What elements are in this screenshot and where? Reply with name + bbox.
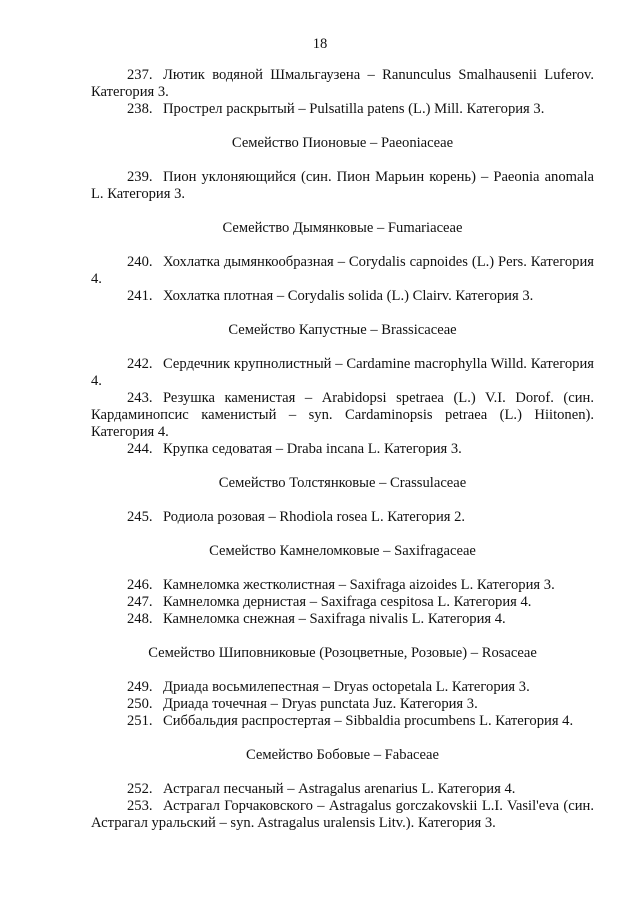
entry-number: 242. (127, 356, 153, 372)
entry-number: 244. (127, 441, 153, 457)
section-rosaceae (91, 645, 594, 730)
section-fabaceae (91, 747, 594, 832)
species-entry (91, 356, 594, 390)
species-entry (91, 169, 594, 203)
entry-text: Камнеломка жестколистная – Saxifraga aizoides L. Категория 3. (163, 577, 555, 593)
species-entry (91, 611, 594, 628)
entry-text: Камнеломка дернистая – Saxifraga cespitosa L. Категория 4. (163, 594, 532, 610)
entry-text: Сердечник крупнолистный – Cardamine macrophylla Willd. Категория 4. (91, 356, 594, 389)
entry-text: Хохлатка дымянкообразная – Corydalis capnoides (L.) Pers. Категория 4. (91, 254, 594, 287)
family-heading: Семейство Бобовые – Fabaceae (246, 747, 439, 763)
entry-number: 245. (127, 509, 153, 525)
species-entry (91, 254, 594, 288)
entry-text: Прострел раскрытый – Pulsatilla patens (L.) Mill. Категория 3. (163, 101, 545, 117)
species-entry (91, 509, 594, 526)
section-crassulaceae (91, 475, 594, 526)
entry-number: 238. (127, 101, 153, 117)
entry-text: Резушка каменистая – Arabidopsi spetraea (L.) V.I. Dorof. (син. Кардаминопсис каменистый – syn. Cardaminopsis petraea (L.) Hiitonen). Категория 4. (91, 390, 594, 440)
entry-text: Дриада точечная – Dryas punctata Juz. Категория 3. (163, 696, 478, 712)
species-entry (91, 798, 594, 832)
species-entry (91, 101, 594, 118)
entry-number: 249. (127, 679, 153, 695)
entry-text: Камнеломка снежная – Saxifraga nivalis L. Категория 4. (163, 611, 506, 627)
entry-number: 237. (127, 67, 153, 83)
species-entry (91, 67, 594, 101)
entry-text: Астрагал Горчаковского – Astragalus gorczakovskii L.I. Vasil'eva (син. Астрагал уральский – syn. Astragalus uralensis Litv.). Категория 3. (91, 798, 594, 831)
section-brassicaceae (91, 322, 594, 458)
entry-number: 252. (127, 781, 153, 797)
species-entry (91, 288, 594, 305)
species-entry (91, 594, 594, 611)
family-heading: Семейство Толстянковые – Crassulaceae (218, 475, 467, 491)
family-heading: Семейство Дымянковые – Fumariaceae (222, 220, 463, 236)
entry-number: 246. (127, 577, 153, 593)
entry-number: 241. (127, 288, 153, 304)
family-heading: Семейство Капустные – Brassicaceae (228, 322, 457, 338)
entry-number: 239. (127, 169, 153, 185)
entry-number: 247. (127, 594, 153, 610)
species-entry (91, 713, 594, 730)
section-saxifragaceae (91, 543, 594, 628)
page-number: 18 (312, 36, 328, 52)
species-entry (91, 441, 594, 458)
entry-text: Сиббальдия распростертая – Sibbaldia procumbens L. Категория 4. (163, 713, 574, 729)
family-heading: Семейство Камнеломковые – Saxifragaceae (209, 543, 476, 559)
species-entry (91, 781, 594, 798)
entry-text: Лютик водяной Шмальгаузена – Ranunculus Smalhausenii Luferov. Категория 3. (91, 67, 594, 100)
entry-text: Дриада восьмилепестная – Dryas octopetala L. Категория 3. (163, 679, 530, 695)
entry-text: Родиола розовая – Rhodiola rosea L. Категория 2. (163, 509, 466, 525)
species-entry (91, 679, 594, 696)
section-ranunculaceae-continuation (91, 67, 594, 118)
species-entry (91, 390, 594, 441)
entry-number: 251. (127, 713, 153, 729)
family-heading: Семейство Шиповниковые (Розоцветные, Розовые) – Rosaceae (148, 645, 537, 661)
family-heading: Семейство Пионовые – Paeoniaceae (231, 135, 454, 151)
entry-text: Крупка седоватая – Draba incana L. Категория 3. (163, 441, 462, 457)
entry-text: Астрагал песчаный – Astragalus arenarius L. Категория 4. (163, 781, 516, 797)
section-paeoniaceae (91, 135, 594, 203)
entry-number: 250. (127, 696, 153, 712)
entry-number: 253. (127, 798, 153, 814)
entry-number: 248. (127, 611, 153, 627)
species-entry (91, 696, 594, 713)
entry-text: Пион уклоняющийся (син. Пион Марьин корень) – Paeonia anomala L. Категория 3. (91, 169, 594, 202)
entry-number: 240. (127, 254, 153, 270)
species-entry (91, 577, 594, 594)
document-body (91, 67, 594, 832)
section-fumariaceae (91, 220, 594, 305)
entry-number: 243. (127, 390, 153, 406)
entry-text: Хохлатка плотная – Corydalis solida (L.) Clairv. Категория 3. (163, 288, 534, 304)
